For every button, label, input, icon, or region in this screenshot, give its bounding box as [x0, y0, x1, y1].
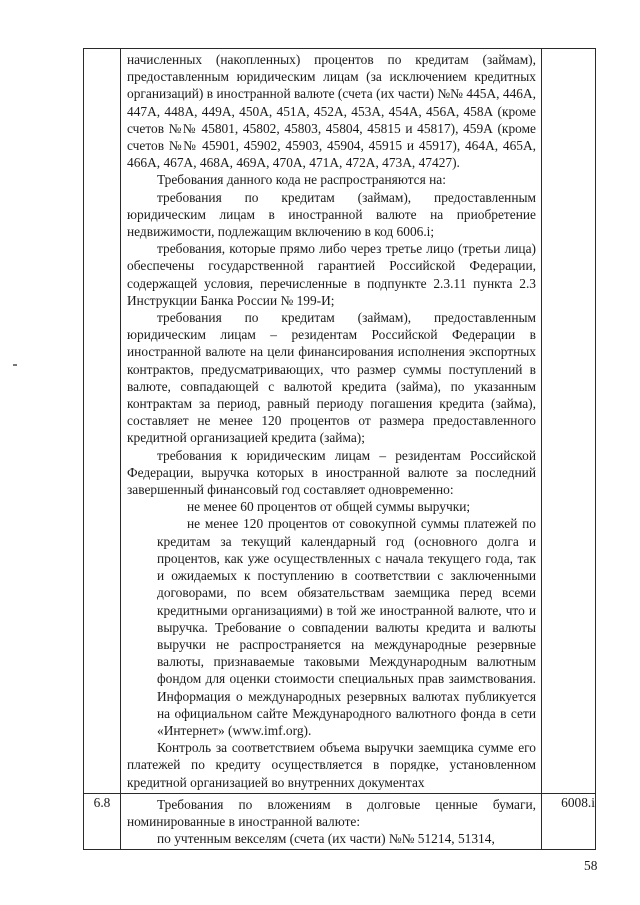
- paragraph: требования к юридическим лицам – резидентам Российской Федерации, выручка которых в иностранной валюте за последний завершенный финансовый год составляет одновременно:: [127, 447, 536, 498]
- paragraph: требования, которые прямо либо через третье лицо (третьи лица) обеспечены государственной гарантией Российской Федерации, содержащей условия, перечисленные в подпункте 2.3.11 пункта 2.3 Инструкции Банка России № 199-И;: [127, 241, 536, 308]
- paragraph: требования по кредитам (займам), предоставленным юридическим лицам – резидентам Российской Федерации в иностранной валюте на цели финансирования исполнения экспортных контрактов, предусматривающих, что размер суммы поступлений в валюте, совпадающей с валютой кредита (займа), по указанным контрактам за период, равный периоду погашения кредита (займа), составляет не менее 120 процентов от размера предоставленного кредитной организацией кредита (займа);: [127, 310, 536, 446]
- paragraph: не менее 120 процентов от совокупной суммы платежей по кредитам за текущий календарный год (основного долга и процентов, как уже осуществленных с начала текущего года, так и ожидаемых к поступлению в соответствии с заключенными договорами, по всем обязательствам заемщика перед всеми кредитными организациями) в той же иностранной валюте, что и выручка. Требование о совпадении валюты кредита и валюты выручки не распространяется на международные резервные валюты, признаваемые таковыми Международным валютным фондом для оценки стоимости специальных прав заимствования. Информация о международных резервных валютах публикуется на официальном сайте Международного валютного фонда в сети «Интернет» (www.imf.org).: [157, 516, 536, 738]
- margin-mark: [13, 364, 17, 366]
- page-number: 58: [584, 858, 598, 873]
- paragraph: не менее 60 процентов от общей суммы выручки;: [187, 499, 471, 515]
- paragraph: требования по кредитам (займам), предоставленным юридическим лицам в иностранной валюте на приобретение недвижимости, подлежащим включению в код 6006.i;: [127, 189, 536, 240]
- description-cell: [121, 793, 542, 850]
- codes-table: [83, 48, 596, 850]
- code-cell: [542, 49, 596, 794]
- paragraph: Требования по вложениям в долговые ценные бумаги, номинированные в иностранной валюте:: [127, 796, 536, 829]
- row-number: 6.8: [84, 793, 121, 850]
- paragraph: Требования данного кода не распространяются на:: [157, 172, 446, 188]
- table-row: [84, 793, 596, 850]
- row-code: 6008.i: [542, 793, 596, 850]
- description-cell: [121, 49, 542, 794]
- paragraph: Контроль за соответствием объема выручки заемщика сумме его платежей по кредиту осуществляется в порядке, установленном кредитной организацией во внутренних документах: [127, 740, 536, 790]
- table-row: [84, 49, 596, 794]
- paragraph: начисленных (накопленных) процентов по кредитам (займам), предоставленным юридическим лицам (за исключением кредитных организаций) в иностранной валюте (счета (их части) №№ 445А, 446А, 447А, 448А, 449А, 450А, 451А, 452А, 453А, 454А, 456А, 458А (кроме счетов №№ 45801, 45802, 45803, 45804, 45815 и 45817), 459А (кроме счетов №№ 45901, 45902, 45903, 45904, 45915 и 45917), 464А, 465А, 466А, 467А, 468А, 469А, 470А, 471А, 472А, 473А, 47427).: [127, 52, 536, 171]
- paragraph: по учтенным векселям (счета (их части) №№ 51214, 51314,: [157, 831, 495, 847]
- row-number-cell: [84, 49, 121, 794]
